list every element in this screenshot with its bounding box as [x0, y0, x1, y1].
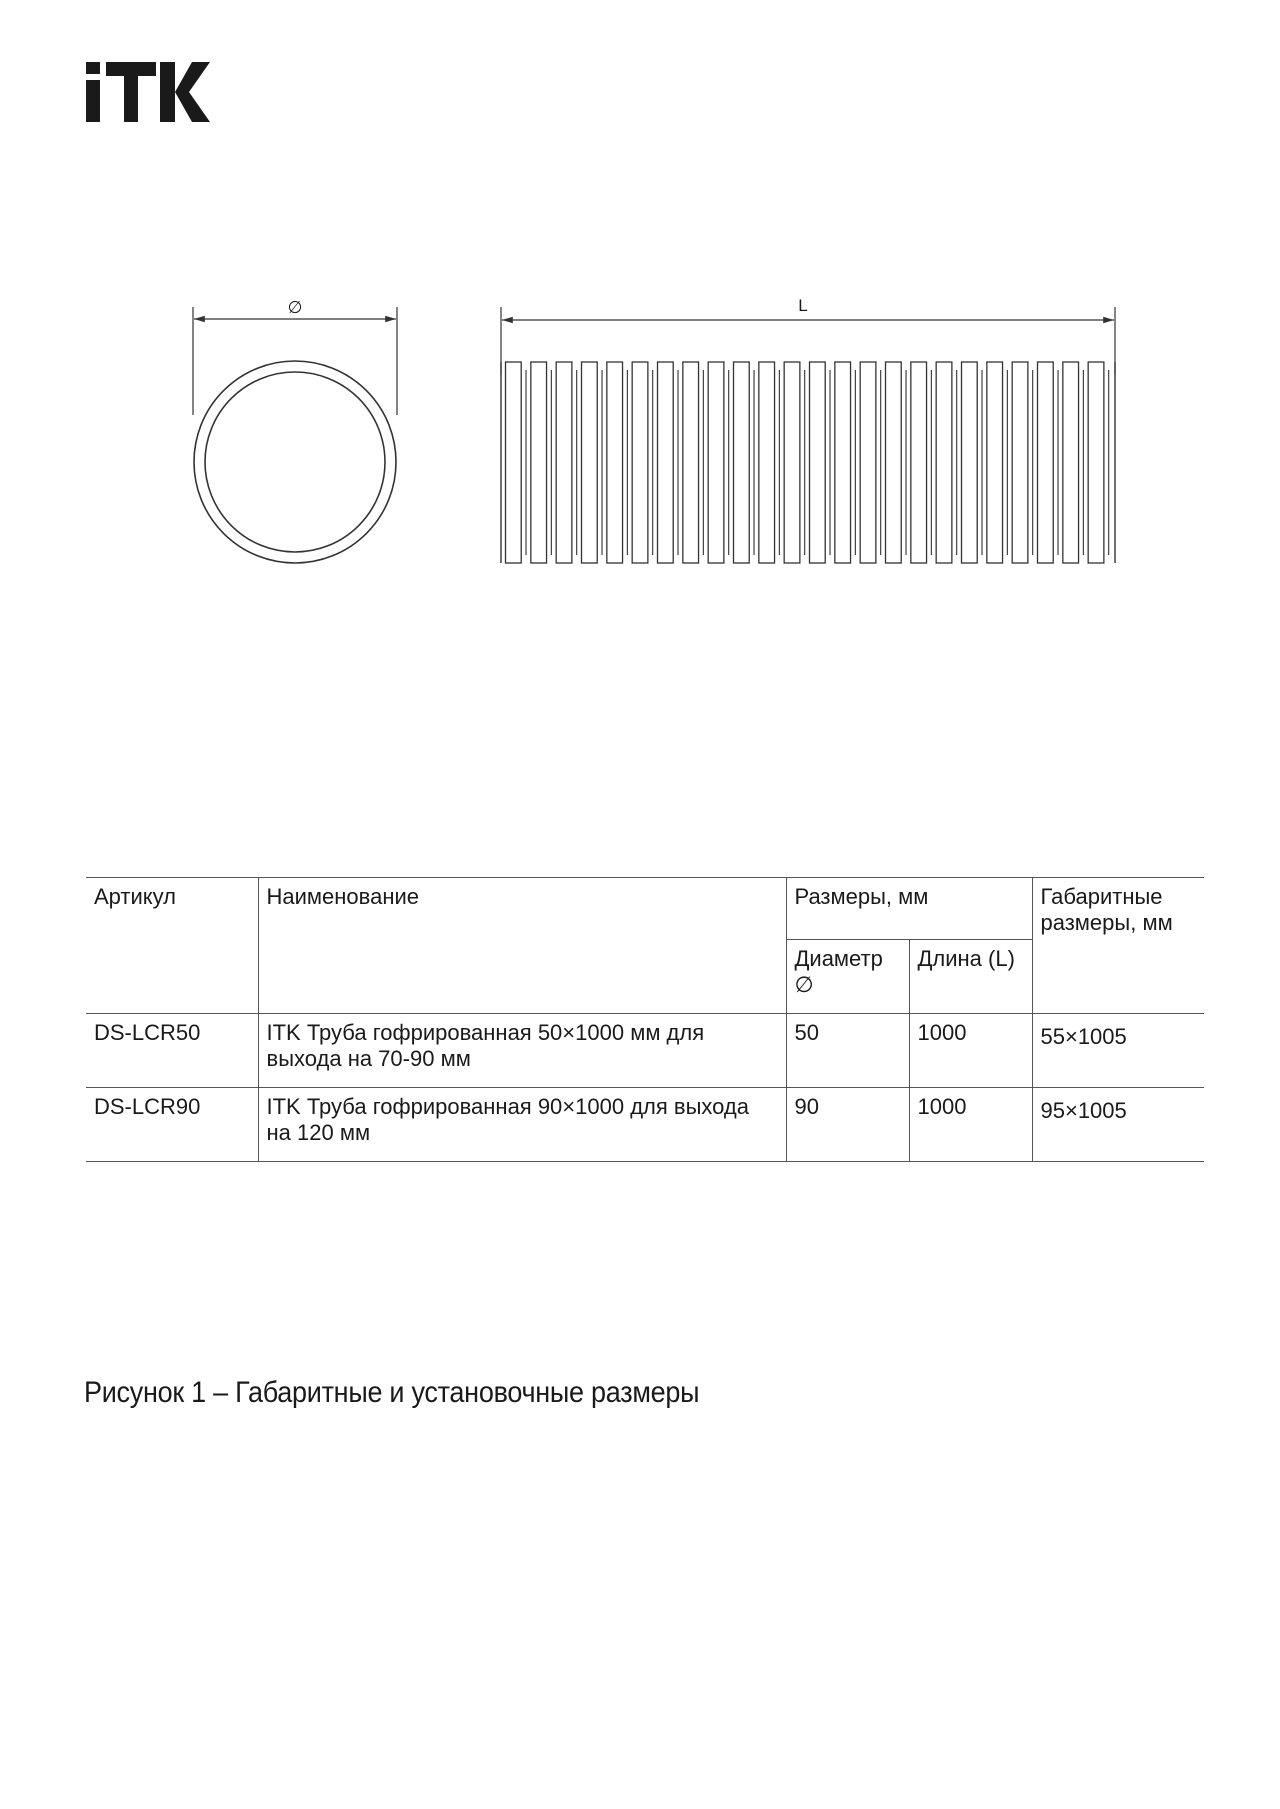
- table-row: [86, 1014, 1204, 1088]
- corrugation-rib: [936, 362, 952, 563]
- cell-length: 1000: [909, 1088, 1032, 1162]
- corrugation-rib: [708, 362, 724, 563]
- spec-table: [86, 877, 1204, 1162]
- corrugation-rib: [632, 362, 648, 563]
- pipe-side-view: [501, 307, 1115, 563]
- diameter-symbol-label: ∅: [287, 298, 303, 317]
- pipe-end-view: [193, 307, 397, 563]
- header-diameter-symbol: ∅: [794, 972, 814, 997]
- header-overall: Габаритные размеры, мм: [1032, 878, 1204, 1014]
- cell-sku: DS-LCR50: [86, 1014, 258, 1088]
- cell-name: ITK Труба гофрированная 90×1000 для выхода на 120 мм: [258, 1088, 786, 1162]
- itk-logo: [86, 62, 210, 122]
- corrugation-rib: [734, 362, 750, 563]
- corrugation-rib: [582, 362, 598, 563]
- length-label: L: [798, 296, 808, 315]
- table-row: [86, 1088, 1204, 1162]
- corrugation-rib: [1012, 362, 1028, 563]
- cell-diameter: 90: [786, 1088, 909, 1162]
- header-length: Длина (L): [909, 940, 1032, 1014]
- cell-diameter: 50: [786, 1014, 909, 1088]
- table-header-row: [86, 878, 1204, 940]
- corrugation-rib: [1038, 362, 1054, 563]
- cell-length: 1000: [909, 1014, 1032, 1088]
- cell-sku: DS-LCR90: [86, 1088, 258, 1162]
- header-diameter-label: Диаметр: [794, 946, 883, 971]
- corrugation-rib: [810, 362, 826, 563]
- corrugation-rib: [683, 362, 699, 563]
- corrugation-rib: [1063, 362, 1079, 563]
- figure-caption: Рисунок 1 – Габаритные и установочные размеры: [84, 1376, 700, 1409]
- corrugation-rib: [658, 362, 674, 563]
- header-name: Наименование: [258, 878, 786, 1014]
- corrugation-rib: [860, 362, 876, 563]
- cell-overall: 95×1005: [1032, 1088, 1204, 1162]
- corrugation-rib: [987, 362, 1003, 563]
- corrugation-rib: [835, 362, 851, 563]
- cell-name: ITK Труба гофрированная 50×1000 мм для выхода на 70-90 мм: [258, 1014, 786, 1088]
- corrugation-rib: [962, 362, 978, 563]
- corrugation-rib: [784, 362, 800, 563]
- corrugation-rib: [759, 362, 775, 563]
- corrugation-rib: [506, 362, 522, 563]
- corrugation-rib: [531, 362, 547, 563]
- corrugation-rib: [607, 362, 623, 563]
- corrugation-rib: [911, 362, 927, 563]
- corrugation-rib: [1088, 362, 1104, 563]
- corrugation-rib: [556, 362, 572, 563]
- header-diameter: [786, 940, 909, 1014]
- header-sku: Артикул: [86, 878, 258, 1014]
- header-sizes: Размеры, мм: [786, 878, 1032, 940]
- pipe-drawing: [0, 280, 1280, 600]
- cell-overall: 55×1005: [1032, 1014, 1204, 1088]
- corrugation-rib: [886, 362, 902, 563]
